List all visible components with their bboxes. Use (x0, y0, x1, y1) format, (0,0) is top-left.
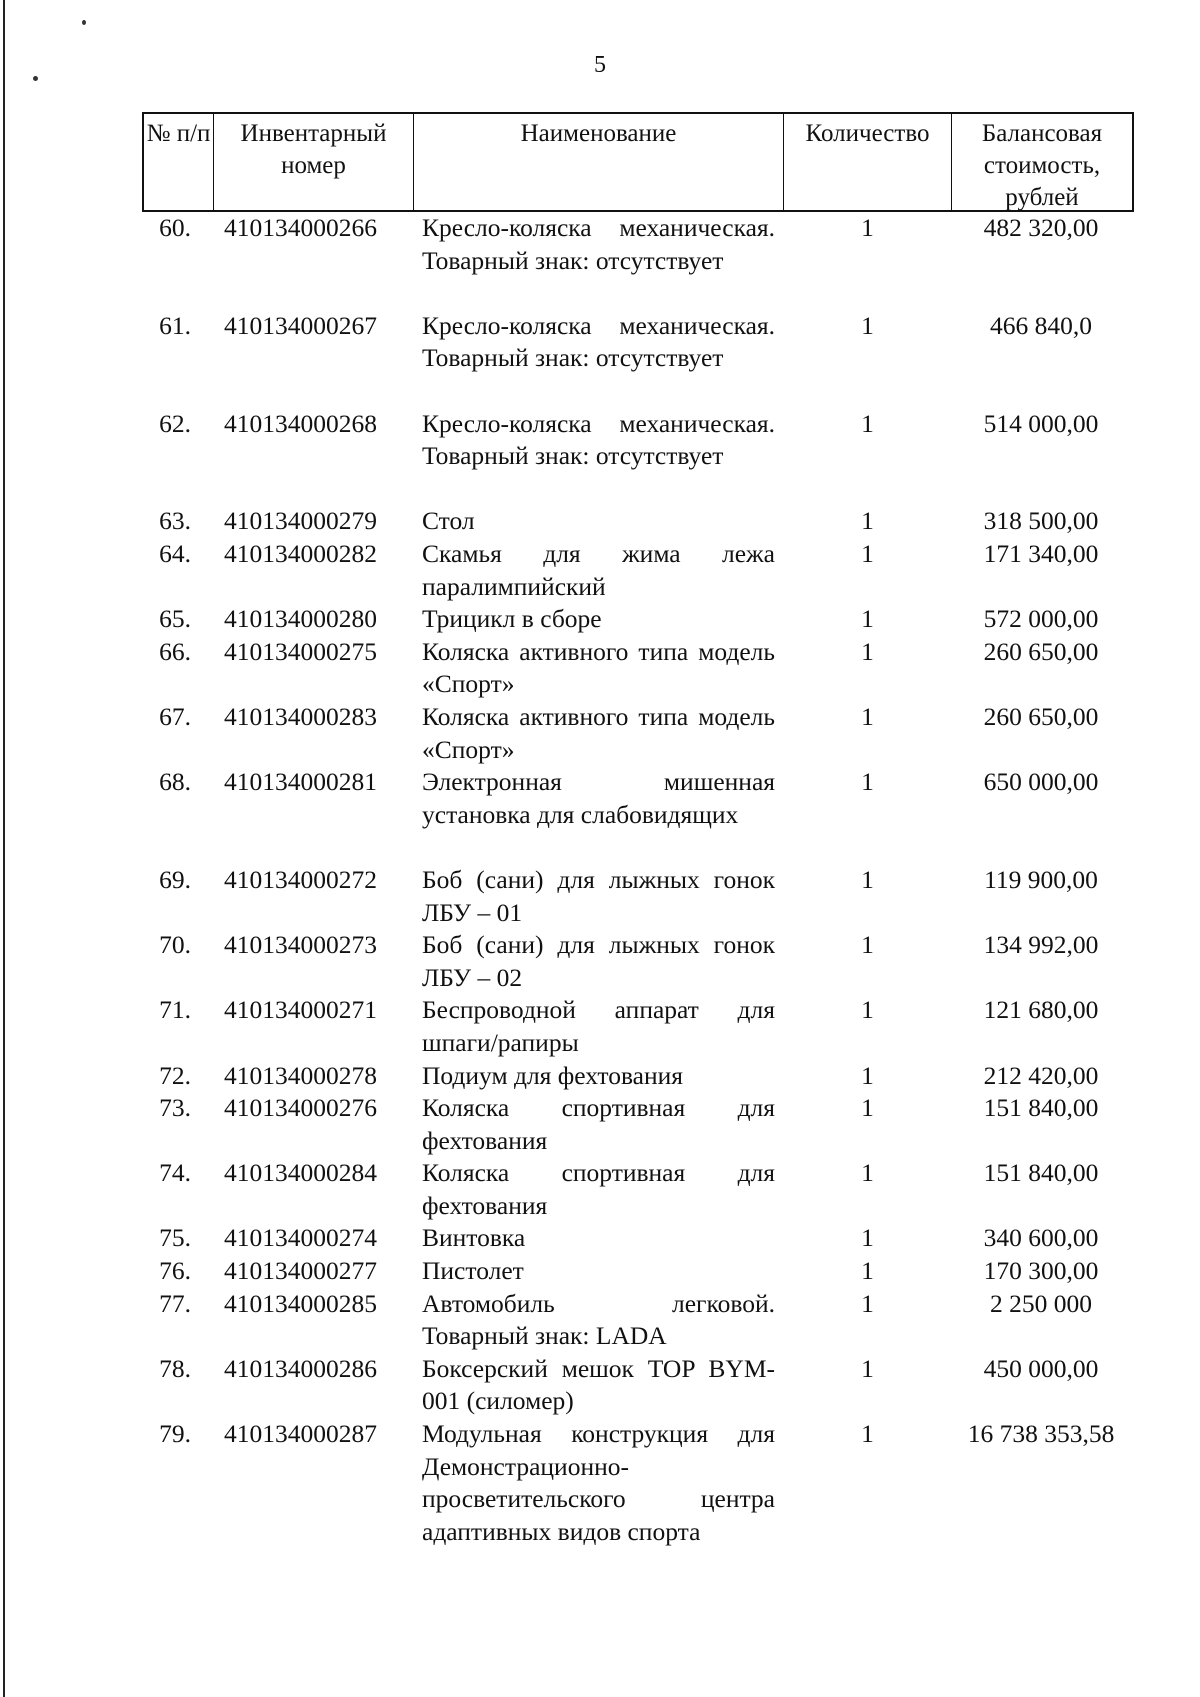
row-number: 77. (159, 1288, 191, 1318)
row-item-name: Кресло-коляска механическая. Товарный знак: отсутствует (422, 213, 775, 275)
row-inventory-number: 410134000273 (224, 930, 377, 960)
row-item-name: Модульная конструкция для Демонстрационно-просветительского центра адаптивных видов спорта (422, 1419, 775, 1546)
row-number: 78. (159, 1353, 191, 1383)
row-inventory-number: 410134000272 (224, 864, 377, 894)
row-item-name: Подиум для фехтования (422, 1060, 684, 1090)
row-item-name: Кресло-коляска механическая. Товарный знак: отсутствует (422, 408, 775, 471)
row-number: 71. (159, 995, 191, 1025)
table-header (142, 112, 1134, 212)
row-cost: 2 250 000 (990, 1288, 1092, 1318)
row-quantity: 1 (861, 1060, 874, 1090)
row-inventory-number: 410134000279 (224, 506, 377, 536)
row-quantity: 1 (861, 1353, 874, 1383)
table-row (0, 1157, 1200, 1222)
row-inventory-number: 410134000287 (224, 1419, 377, 1449)
row-cost: 514 000,00 (983, 408, 1099, 438)
row-item-name: Стол (422, 506, 475, 536)
row-quantity: 1 (861, 1288, 874, 1318)
table-row (0, 603, 1200, 636)
row-number: 70. (159, 930, 191, 960)
table-row (0, 505, 1200, 538)
row-inventory-number: 410134000267 (224, 310, 377, 340)
table-row (0, 538, 1200, 603)
row-quantity: 1 (861, 930, 874, 960)
row-number: 79. (159, 1419, 191, 1449)
row-inventory-number: 410134000268 (224, 408, 377, 438)
row-inventory-number: 410134000282 (224, 538, 377, 568)
row-number: 68. (159, 767, 191, 797)
row-cost: 260 650,00 (983, 636, 1099, 666)
table-row (0, 1255, 1200, 1288)
row-number: 72. (159, 1060, 191, 1090)
page-number: 5 (594, 52, 606, 78)
row-inventory-number: 410134000280 (224, 604, 377, 634)
row-inventory-number: 410134000283 (224, 701, 377, 731)
row-item-name: Боб (сани) для лыжных гонок ЛБУ – 01 (422, 864, 775, 927)
row-item-name: Боб (сани) для лыжных гонок ЛБУ – 02 (422, 930, 775, 992)
scan-speck (82, 20, 86, 25)
row-quantity: 1 (861, 1223, 874, 1253)
row-cost: 171 340,00 (983, 538, 1099, 568)
row-cost: 318 500,00 (983, 506, 1099, 536)
row-cost: 134 992,00 (983, 930, 1099, 960)
row-item-name: Коляска спортивная для фехтования (422, 1158, 775, 1220)
row-inventory-number: 410134000274 (224, 1223, 377, 1253)
row-quantity: 1 (861, 506, 874, 536)
row-cost: 650 000,00 (983, 767, 1099, 797)
row-number: 61. (159, 310, 191, 340)
table-row (0, 701, 1200, 766)
row-cost: 340 600,00 (983, 1223, 1099, 1253)
header-inventory: Инвентарный номер (214, 114, 414, 210)
table-row (0, 1288, 1200, 1353)
row-inventory-number: 410134000271 (224, 995, 377, 1025)
table-row (0, 1353, 1200, 1418)
row-number: 74. (159, 1158, 191, 1188)
row-item-name: Беспроводной аппарат для шпаги/рапиры (422, 995, 775, 1057)
row-quantity: 1 (861, 995, 874, 1025)
row-item-name: Коляска активного типа модель «Спорт» (422, 701, 775, 764)
table-row (0, 1092, 1200, 1157)
row-quantity: 1 (861, 701, 874, 731)
row-number: 60. (159, 213, 191, 242)
row-cost: 450 000,00 (983, 1353, 1099, 1383)
row-quantity: 1 (861, 767, 874, 797)
row-quantity: 1 (861, 213, 874, 242)
row-cost: 121 680,00 (983, 995, 1099, 1025)
table-row (0, 1418, 1200, 1548)
table-row (0, 1060, 1200, 1093)
header-name: Наименование (414, 114, 784, 210)
table-body (0, 212, 1200, 1548)
row-inventory-number: 410134000278 (224, 1060, 377, 1090)
row-cost: 572 000,00 (983, 604, 1099, 634)
row-cost: 170 300,00 (983, 1256, 1099, 1286)
row-item-name: Кресло-коляска механическая. Товарный знак: отсутствует (422, 310, 775, 373)
row-cost: 119 900,00 (984, 864, 1098, 894)
row-quantity: 1 (861, 538, 874, 568)
row-inventory-number: 410134000281 (224, 767, 377, 797)
row-number: 67. (159, 701, 191, 731)
row-inventory-number: 410134000286 (224, 1353, 377, 1383)
row-number: 73. (159, 1093, 191, 1123)
row-inventory-number: 410134000285 (224, 1288, 377, 1318)
row-quantity: 1 (861, 864, 874, 894)
row-item-name: Коляска спортивная для фехтования (422, 1093, 775, 1155)
table-row (0, 636, 1200, 701)
row-number: 62. (159, 408, 191, 438)
row-cost: 482 320,00 (983, 213, 1099, 242)
row-quantity: 1 (861, 408, 874, 438)
row-number: 66. (159, 636, 191, 666)
row-inventory-number: 410134000277 (224, 1256, 377, 1286)
row-number: 69. (159, 864, 191, 894)
row-item-name: Коляска активного типа модель «Спорт» (422, 636, 775, 699)
row-item-name: Скамья для жима лежа паралимпийский (422, 538, 775, 601)
row-item-name: Трицикл в сборе (422, 604, 602, 634)
row-quantity: 1 (861, 1419, 874, 1449)
table-row (0, 864, 1200, 929)
row-number: 76. (159, 1256, 191, 1286)
table-row (0, 929, 1200, 994)
row-item-name: Автомобиль легковой. Товарный знак: LADA (422, 1288, 775, 1351)
row-item-name: Электронная мишенная установка для слабовидящих (422, 767, 775, 829)
row-inventory-number: 410134000275 (224, 636, 377, 666)
row-quantity: 1 (861, 1093, 874, 1123)
row-item-name: Винтовка (422, 1223, 526, 1253)
row-number: 65. (159, 604, 191, 634)
header-num: № п/п (144, 114, 214, 210)
row-inventory-number: 410134000266 (224, 213, 377, 242)
row-quantity: 1 (861, 1158, 874, 1188)
row-item-name: Пистолет (422, 1256, 524, 1286)
row-quantity: 1 (861, 310, 874, 340)
row-inventory-number: 410134000276 (224, 1093, 377, 1123)
row-number: 64. (159, 538, 191, 568)
table-row (0, 408, 1200, 506)
table-row (0, 766, 1200, 864)
row-cost: 151 840,00 (983, 1158, 1099, 1188)
table-row (0, 212, 1200, 310)
row-item-name: Боксерский мешок TOP BYM-001 (силомер) (422, 1353, 775, 1416)
header-quantity: Количество (784, 114, 952, 210)
row-cost: 466 840,0 (990, 310, 1092, 340)
row-quantity: 1 (861, 636, 874, 666)
row-number: 63. (159, 506, 191, 536)
table-row (0, 310, 1200, 408)
row-quantity: 1 (861, 1256, 874, 1286)
header-cost: Балансовая стоимость, рублей (981, 120, 1103, 211)
row-cost: 260 650,00 (983, 701, 1099, 731)
row-quantity: 1 (861, 604, 874, 634)
row-cost: 151 840,00 (983, 1093, 1099, 1123)
row-inventory-number: 410134000284 (224, 1158, 377, 1188)
table-row (0, 1222, 1200, 1255)
row-cost: 16 738 353,58 (967, 1419, 1115, 1449)
row-number: 75. (159, 1223, 191, 1253)
row-cost: 212 420,00 (983, 1060, 1099, 1090)
table-row (0, 994, 1200, 1059)
